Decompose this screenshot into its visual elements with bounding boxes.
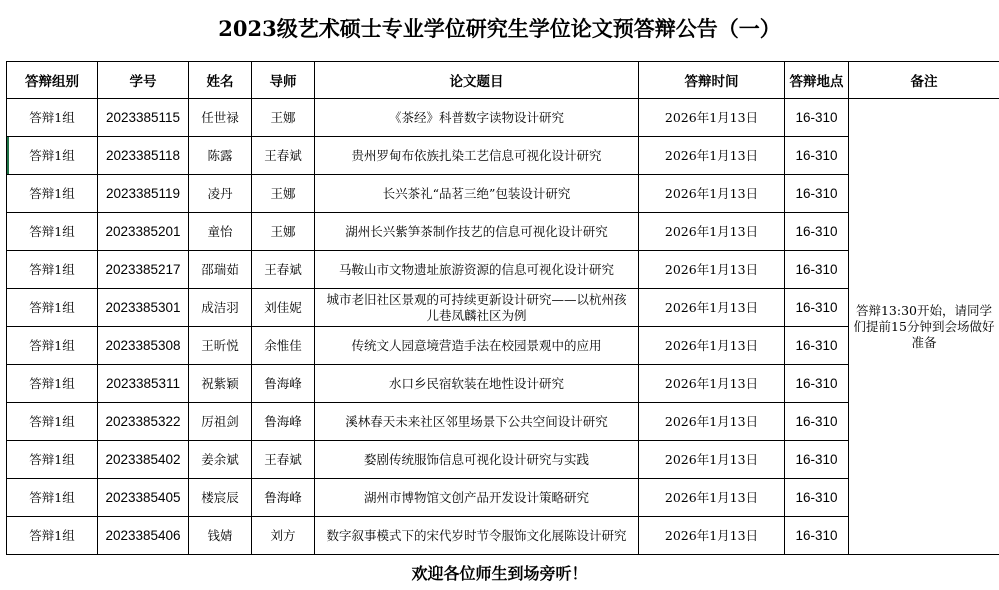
student-id-cell[interactable]: 2023385402 xyxy=(98,441,189,479)
header-room: 答辩地点 xyxy=(785,62,849,99)
header-group: 答辩组别 xyxy=(7,62,98,99)
advisor-cell[interactable]: 刘方 xyxy=(252,517,315,555)
header-student-id: 学号 xyxy=(98,62,189,99)
page-title: 2023级艺术硕士专业学位研究生学位论文预答辩公告（一） xyxy=(218,16,781,41)
group-cell[interactable]: 答辩1组 xyxy=(7,175,98,213)
topic-cell[interactable]: 贵州罗甸布依族扎染工艺信息可视化设计研究 xyxy=(315,137,639,175)
advisor-cell[interactable]: 王娜 xyxy=(252,213,315,251)
topic-cell[interactable]: 水口乡民宿软装在地性设计研究 xyxy=(315,365,639,403)
topic-cell[interactable]: 马鞍山市文物遗址旅游资源的信息可视化设计研究 xyxy=(315,251,639,289)
advisor-cell[interactable]: 鲁海峰 xyxy=(252,403,315,441)
name-cell[interactable]: 祝紫颖 xyxy=(189,365,252,403)
time-cell[interactable]: 2026年1月13日 xyxy=(639,441,785,479)
time-cell[interactable]: 2026年1月13日 xyxy=(639,251,785,289)
time-cell[interactable]: 2026年1月13日 xyxy=(639,517,785,555)
topic-cell[interactable]: 城市老旧社区景观的可持续更新设计研究——以杭州孩儿巷凤麟社区为例 xyxy=(315,289,639,327)
advisor-cell[interactable]: 王春斌 xyxy=(252,251,315,289)
name-cell[interactable]: 童怡 xyxy=(189,213,252,251)
name-cell[interactable]: 钱婧 xyxy=(189,517,252,555)
student-id-cell[interactable]: 2023385405 xyxy=(98,479,189,517)
time-cell[interactable]: 2026年1月13日 xyxy=(639,99,785,137)
room-cell[interactable]: 16-310 xyxy=(785,327,849,365)
topic-cell[interactable]: 传统文人园意境营造手法在校园景观中的应用 xyxy=(315,327,639,365)
name-cell[interactable]: 凌丹 xyxy=(189,175,252,213)
advisor-cell[interactable]: 鲁海峰 xyxy=(252,479,315,517)
header-time: 答辩时间 xyxy=(639,62,785,99)
time-cell[interactable]: 2026年1月13日 xyxy=(639,213,785,251)
name-cell[interactable]: 成洁羽 xyxy=(189,289,252,327)
advisor-cell[interactable]: 王春斌 xyxy=(252,441,315,479)
time-cell[interactable]: 2026年1月13日 xyxy=(639,403,785,441)
time-cell[interactable]: 2026年1月13日 xyxy=(639,137,785,175)
name-cell[interactable]: 王昕悦 xyxy=(189,327,252,365)
student-id-cell[interactable]: 2023385115 xyxy=(98,99,189,137)
time-cell[interactable]: 2026年1月13日 xyxy=(639,365,785,403)
student-id-cell[interactable]: 2023385217 xyxy=(98,251,189,289)
room-cell[interactable]: 16-310 xyxy=(785,251,849,289)
room-cell[interactable]: 16-310 xyxy=(785,213,849,251)
group-cell[interactable]: 答辩1组 xyxy=(7,213,98,251)
group-cell[interactable]: 答辩1组 xyxy=(7,479,98,517)
student-id-cell[interactable]: 2023385201 xyxy=(98,213,189,251)
header-advisor: 导师 xyxy=(252,62,315,99)
name-cell[interactable]: 陈露 xyxy=(189,137,252,175)
student-id-cell[interactable]: 2023385119 xyxy=(98,175,189,213)
time-cell[interactable]: 2026年1月13日 xyxy=(639,479,785,517)
name-cell[interactable]: 厉祖剑 xyxy=(189,403,252,441)
topic-cell[interactable]: 数字叙事模式下的宋代岁时节令服饰文化展陈设计研究 xyxy=(315,517,639,555)
advisor-cell[interactable]: 鲁海峰 xyxy=(252,365,315,403)
room-cell[interactable]: 16-310 xyxy=(785,441,849,479)
room-cell[interactable]: 16-310 xyxy=(785,137,849,175)
topic-cell[interactable]: 婺剧传统服饰信息可视化设计研究与实践 xyxy=(315,441,639,479)
group-cell[interactable]: 答辩1组 xyxy=(7,137,98,175)
name-cell[interactable]: 邵瑞茹 xyxy=(189,251,252,289)
student-id-cell[interactable]: 2023385406 xyxy=(98,517,189,555)
room-cell[interactable]: 16-310 xyxy=(785,365,849,403)
group-cell[interactable]: 答辩1组 xyxy=(7,403,98,441)
room-cell[interactable]: 16-310 xyxy=(785,175,849,213)
topic-cell[interactable]: 《茶经》科普数字读物设计研究 xyxy=(315,99,639,137)
name-cell[interactable]: 姜余斌 xyxy=(189,441,252,479)
group-cell[interactable]: 答辩1组 xyxy=(7,251,98,289)
advisor-cell[interactable]: 余惟佳 xyxy=(252,327,315,365)
defense-schedule-table xyxy=(6,61,999,555)
advisor-cell[interactable]: 王娜 xyxy=(252,99,315,137)
group-cell[interactable]: 答辩1组 xyxy=(7,517,98,555)
student-id-cell[interactable]: 2023385322 xyxy=(98,403,189,441)
student-id-cell[interactable]: 2023385301 xyxy=(98,289,189,327)
advisor-cell[interactable]: 王娜 xyxy=(252,175,315,213)
topic-cell[interactable]: 湖州长兴紫笋茶制作技艺的信息可视化设计研究 xyxy=(315,213,639,251)
topic-cell[interactable]: 长兴茶礼“品茗三绝”包装设计研究 xyxy=(315,175,639,213)
group-cell[interactable]: 答辩1组 xyxy=(7,441,98,479)
time-cell[interactable]: 2026年1月13日 xyxy=(639,175,785,213)
student-id-cell[interactable]: 2023385308 xyxy=(98,327,189,365)
group-cell[interactable]: 答辩1组 xyxy=(7,289,98,327)
table-row xyxy=(7,99,999,137)
table-body xyxy=(7,99,999,555)
room-cell[interactable]: 16-310 xyxy=(785,517,849,555)
footer-invitation: 欢迎各位师生到场旁听！ xyxy=(411,564,588,583)
name-cell[interactable]: 任世禄 xyxy=(189,99,252,137)
room-cell[interactable]: 16-310 xyxy=(785,289,849,327)
room-cell[interactable]: 16-310 xyxy=(785,403,849,441)
group-cell[interactable]: 答辩1组 xyxy=(7,99,98,137)
topic-cell[interactable]: 溪林春天未来社区邻里场景下公共空间设计研究 xyxy=(315,403,639,441)
header-topic: 论文题目 xyxy=(315,62,639,99)
name-cell[interactable]: 楼宸辰 xyxy=(189,479,252,517)
room-cell[interactable]: 16-310 xyxy=(785,99,849,137)
room-cell[interactable]: 16-310 xyxy=(785,479,849,517)
advisor-cell[interactable]: 王春斌 xyxy=(252,137,315,175)
time-cell[interactable]: 2026年1月13日 xyxy=(639,327,785,365)
time-cell[interactable]: 2026年1月13日 xyxy=(639,289,785,327)
group-cell[interactable]: 答辩1组 xyxy=(7,365,98,403)
header-remark: 备注 xyxy=(849,62,999,99)
student-id-cell[interactable]: 2023385118 xyxy=(98,137,189,175)
advisor-cell[interactable]: 刘佳妮 xyxy=(252,289,315,327)
remark-cell[interactable]: 答辩13:30开始，请同学们提前15分钟到会场做好准备 xyxy=(849,99,999,555)
header-name: 姓名 xyxy=(189,62,252,99)
student-id-cell[interactable]: 2023385311 xyxy=(98,365,189,403)
group-cell[interactable]: 答辩1组 xyxy=(7,327,98,365)
topic-cell[interactable]: 湖州市博物馆文创产品开发设计策略研究 xyxy=(315,479,639,517)
table-header-row xyxy=(7,62,999,99)
